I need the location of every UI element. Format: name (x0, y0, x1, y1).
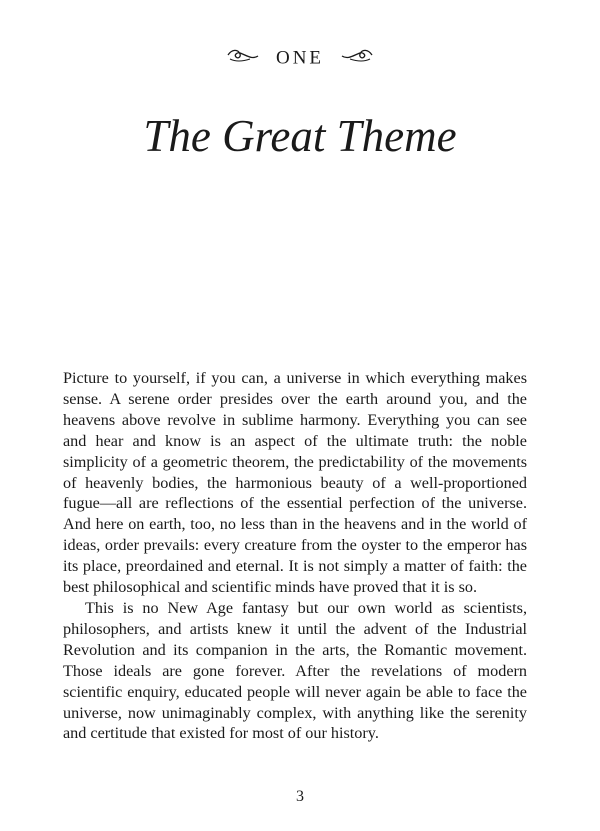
chapter-label: ONE (275, 47, 325, 69)
paragraph: Picture to yourself, if you can, a universe in which everything makes sense. A serene order presides over the earth around you, and the heavens above revolve in sublime harmony. Everything you can see and hear and know is an aspect of the ultimate truth: the noble simplicity of a geometric theorem, the predictability of the movements of heavenly bodies, the harmonious beauty of a well-proportioned fugue—all are reflections of the essential perfection of the universe. And here on earth, too, no less than in the heavens and in the world of ideas, order prevails: every creature from the oyster to the emperor has its place, preordained and eternal. It is not simply a matter of faith: the best philosophical and scientific minds have proved that it is so. (63, 369, 527, 597)
chapter-heading (0, 44, 600, 73)
paragraph: This is no New Age fantasy but our own world as scientists, philosophers, and artists knew it until the advent of the Industrial Revolution and its companion in the arts, the Romantic movement. Those ideals are gone forever. After the revelations of modern scientific enquiry, educated people will never again be able to face the universe, now unimaginably complex, with anything like the serenity and certitude that existed for most of our history. (63, 598, 527, 743)
flourish-right-icon (340, 45, 374, 73)
page-number: 3 (296, 788, 304, 805)
chapter-title: The Great Theme (143, 111, 457, 161)
body-text (63, 368, 527, 744)
flourish-left-icon (226, 45, 260, 73)
